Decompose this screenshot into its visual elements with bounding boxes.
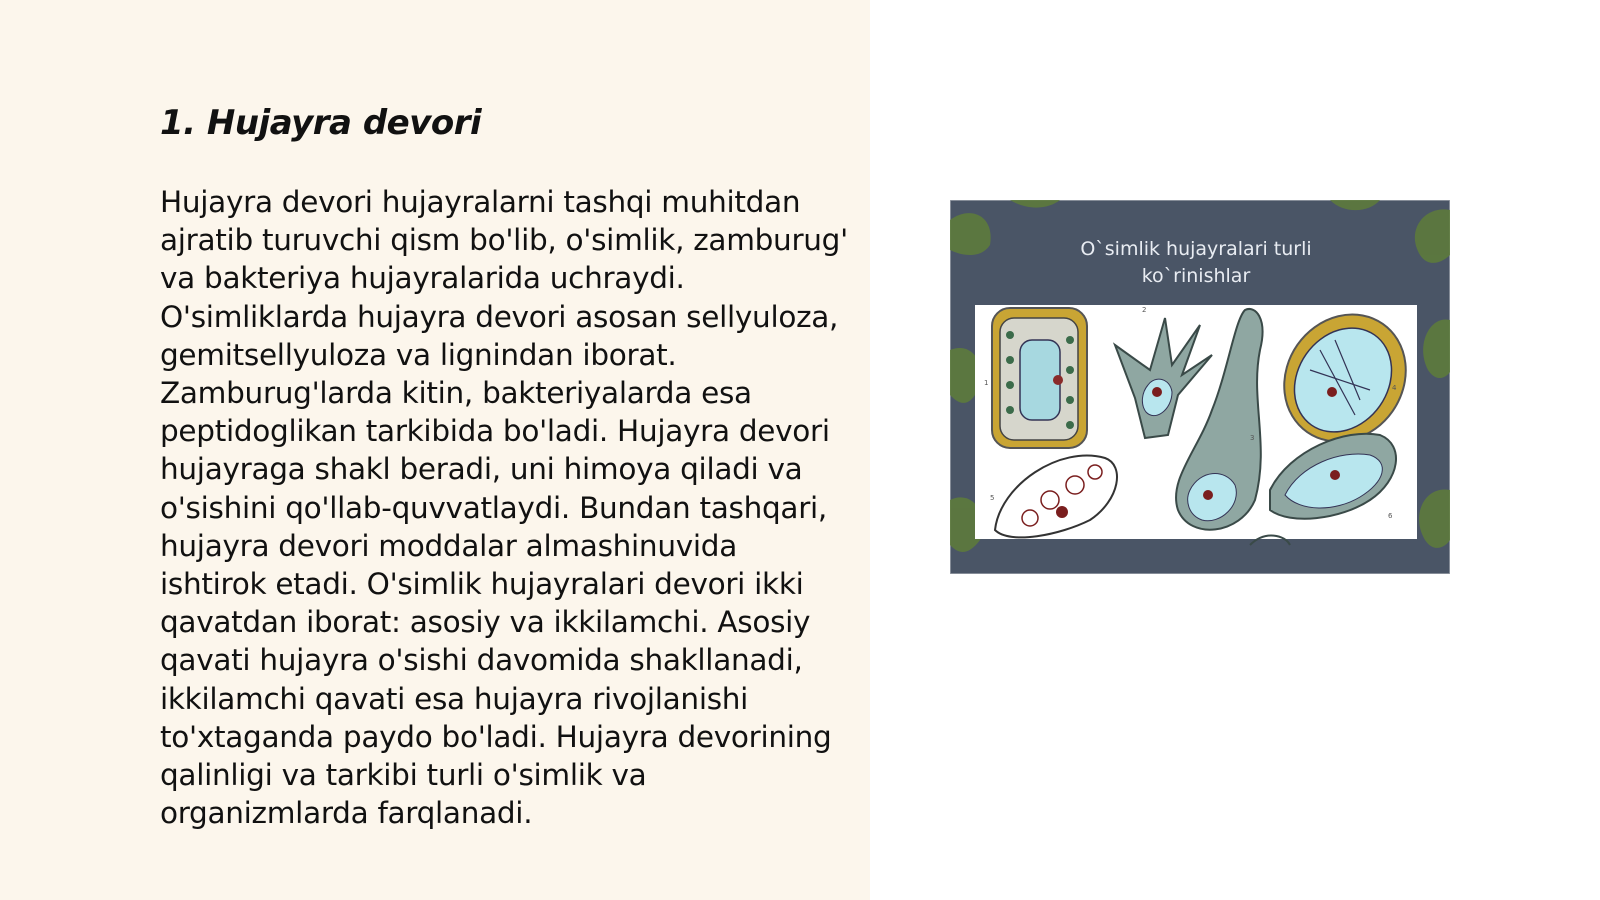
slide-body-text: Hujayra devori hujayralarni tashqi muhitdan ajratib turuvchi qism bo'lib, o'simlik, zamburug' va bakteriya hujayralarida uchraydi. O'simliklarda hujayra devori asosan sellyuloza, gemitsellyuloza va lignindan iborat. Zamburug'larda kitin, bakteriyalarda esa peptidoglikan tarkibida bo'ladi. Hujayra devori hujayraga shakl beradi, uni himoya qiladi va o'sishini qo'llab-quvvatlaydi. Bundan tashqari, hujayra devori moddalar almashinuvida ishtirok etadi. O'simlik hujayralari devori ikki qavatdan iborat: asosiy va ikkilamchi. Asosiy qavati hujayra o'sishi davomida shakllanadi, ikkilamchi qavati esa hujayra rivojlanishi to'xtaganda paydo bo'ladi. Hujayra devorining qalinligi va tarkibi turli o'simlik va organizmlarda farqlanadi.	[160, 185, 848, 831]
figure-caption-line2: ko`rinishlar	[1141, 265, 1251, 287]
cell-label: 5	[990, 494, 995, 502]
cell-label: 4	[1392, 384, 1397, 392]
figure-caption-line1: O`simlik hujayralari turli	[1080, 238, 1312, 260]
cell-label: 1	[984, 379, 989, 387]
cell-label: 2	[1142, 306, 1147, 314]
plant-cells-figure	[950, 200, 1450, 574]
cell-label: 3	[1250, 434, 1255, 442]
slide-title: 1. Hujayra devori	[160, 103, 482, 143]
plant-cells-illustration	[950, 200, 1450, 574]
rectangular-cell	[992, 308, 1087, 448]
cell-label: 6	[1388, 512, 1393, 520]
